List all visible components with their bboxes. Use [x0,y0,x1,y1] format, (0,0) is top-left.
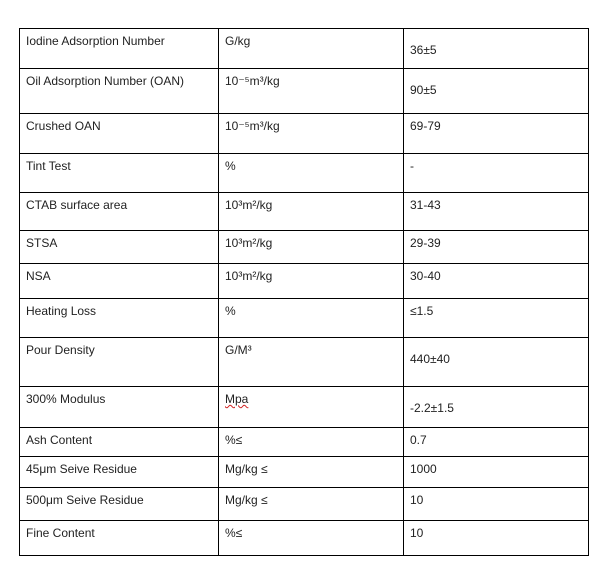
value-cell: 69-79 [404,114,589,154]
unit-cell: Mg/kg ≤ [219,488,404,521]
value-text: 36±5 [410,43,437,57]
value-cell [404,387,589,428]
table-row [20,428,589,457]
value-cell: 10 [404,521,589,556]
table-row [20,114,589,154]
value-cell: - [404,154,589,193]
property-cell: Oil Adsorption Number (OAN) [20,69,219,114]
value-text: 440±40 [410,352,450,366]
value-cell: 10 [404,488,589,521]
unit-cell: G/M³ [219,338,404,387]
property-cell: Pour Density [20,338,219,387]
value-cell: 1000 [404,457,589,488]
value-cell: 0.7 [404,428,589,457]
property-cell [20,488,219,521]
property-cell: Fine Content [20,521,219,556]
table-row [20,193,589,231]
table-row [20,299,589,338]
value-cell: ≤1.5 [404,299,589,338]
property-cell: CTAB surface area [20,193,219,231]
unit-cell [219,387,404,428]
property-cell [20,457,219,488]
table-row [20,29,589,69]
unit-cell: G/kg [219,29,404,69]
unit-cell: 10⁻⁵m³/kg [219,69,404,114]
value-cell: 30-40 [404,264,589,299]
specification-table [19,28,589,556]
property-text: 500μm Seive Residue [26,493,144,507]
value-cell: 31-43 [404,193,589,231]
unit-cell: %≤ [219,428,404,457]
table-row [20,457,589,488]
table-row [20,264,589,299]
unit-cell: 10³m²/kg [219,231,404,264]
property-cell: NSA [20,264,219,299]
table-row [20,338,589,387]
property-cell: STSA [20,231,219,264]
table-row [20,154,589,193]
unit-cell: 10³m²/kg [219,193,404,231]
value-cell [404,69,589,114]
unit-text: Mpa [225,392,249,406]
value-text: 90±5 [410,83,437,97]
table-row [20,521,589,556]
value-cell: 29-39 [404,231,589,264]
property-cell: Iodine Adsorption Number [20,29,219,69]
unit-cell: 10³m²/kg [219,264,404,299]
unit-cell: 10⁻⁵m³/kg [219,114,404,154]
value-cell [404,338,589,387]
property-cell: Crushed OAN [20,114,219,154]
value-cell [404,29,589,69]
property-cell: Ash Content [20,428,219,457]
table-row [20,488,589,521]
property-cell: Heating Loss [20,299,219,338]
property-text: 45μm Seive Residue [26,462,137,476]
unit-cell: % [219,154,404,193]
unit-cell: Mg/kg ≤ [219,457,404,488]
table-row [20,69,589,114]
unit-cell: %≤ [219,521,404,556]
table-row [20,231,589,264]
property-cell: Tint Test [20,154,219,193]
table-row [20,387,589,428]
property-cell: 300% Modulus [20,387,219,428]
value-text: -2.2±1.5 [410,401,454,415]
unit-cell: % [219,299,404,338]
